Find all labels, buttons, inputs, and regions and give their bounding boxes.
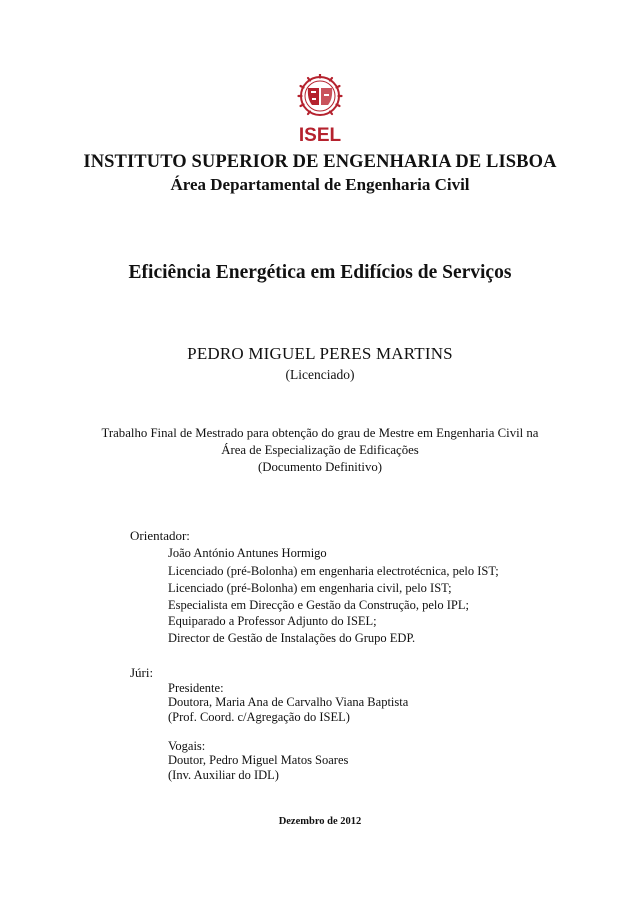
department-name: Área Departamental de Engenharia Civil	[170, 175, 470, 194]
jury-president-role: Presidente:	[168, 681, 224, 695]
supervisor-line: Licenciado (pré-Bolonha) em engenharia civil, pelo IST;	[168, 581, 452, 595]
supervisor-label: Orientador:	[130, 528, 190, 543]
isel-logo	[288, 74, 352, 146]
jury-vogais-detail: (Inv. Auxiliar do IDL)	[168, 768, 279, 782]
author-degree: (Licenciado)	[285, 367, 355, 382]
purpose-line: (Documento Definitivo)	[257, 460, 383, 474]
isel-emblem-icon	[288, 74, 352, 146]
document-date: Dezembro de 2012	[278, 816, 362, 827]
jury-label: Júri:	[130, 665, 154, 680]
purpose-line: Área de Especialização de Edificações	[221, 443, 419, 457]
supervisor-line: Director de Gestão de Instalações do Grupo EDP.	[168, 631, 416, 645]
document-title: Eficiência Energética em Edifícios de Serviços	[128, 262, 512, 283]
jury-president-detail: (Prof. Coord. c/Agregação do ISEL)	[168, 710, 350, 724]
purpose-line: Trabalho Final de Mestrado para obtenção do grau de Mestre em Engenharia Civil na	[101, 426, 539, 440]
jury-president-name: Doutora, Maria Ana de Carvalho Viana Baptista	[168, 695, 409, 709]
author-name: PEDRO MIGUEL PERES MARTINS	[187, 344, 453, 363]
institution-name: INSTITUTO SUPERIOR DE ENGENHARIA DE LISBOA	[83, 152, 557, 172]
supervisor-line: Especialista em Direcção e Gestão da Construção, pelo IPL;	[168, 598, 469, 612]
supervisor-line: João António Antunes Hormigo	[168, 546, 327, 560]
jury-vogais-role: Vogais:	[168, 739, 206, 753]
supervisor-line: Equiparado a Professor Adjunto do ISEL;	[168, 614, 377, 628]
jury-vogais-name: Doutor, Pedro Miguel Matos Soares	[168, 753, 349, 767]
logo-text: ISEL	[298, 125, 342, 146]
supervisor-line: Licenciado (pré-Bolonha) em engenharia electrotécnica, pelo IST;	[168, 564, 499, 578]
